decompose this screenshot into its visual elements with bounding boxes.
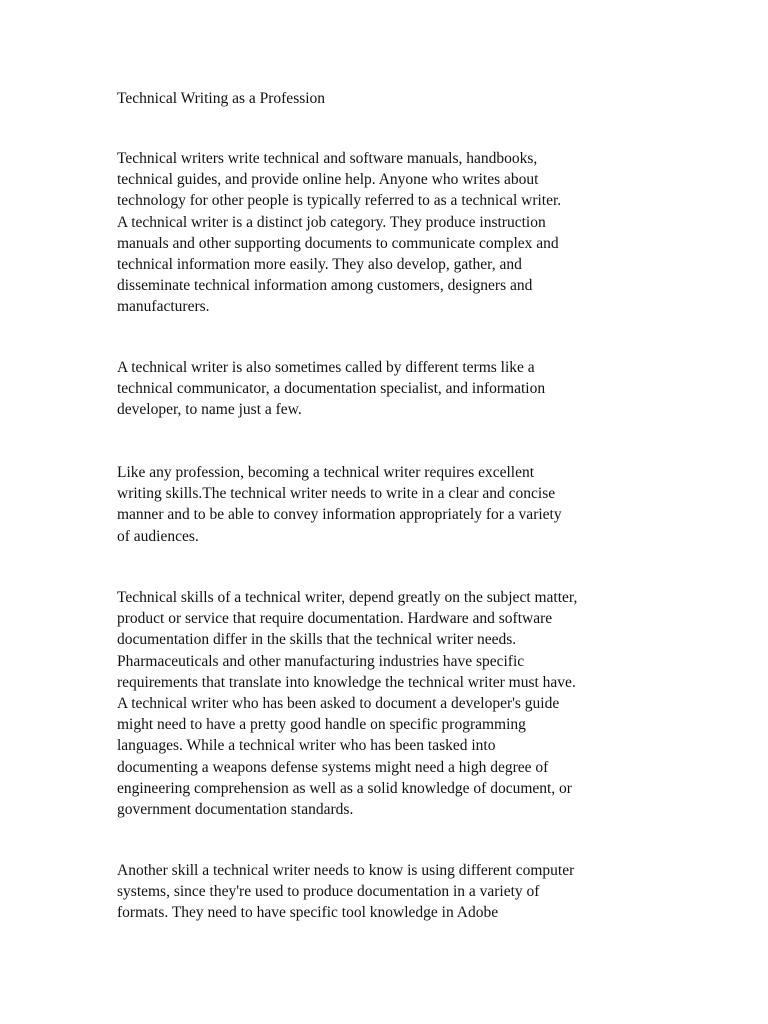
text-line: Technical writers write technical and software manuals, handbooks, (117, 150, 538, 167)
text-line: A technical writer who has been asked to document a developer's guide (117, 695, 560, 713)
text-line: engineering comprehension as well as a solid knowledge of document, or (117, 779, 572, 797)
text-line: disseminate technical information among customers, designers and (117, 277, 533, 295)
document-title: Technical Writing as a Profession (117, 90, 326, 107)
paragraph-3 (117, 462, 562, 547)
text-line: formats. They need to have specific tool knowledge in Adobe (117, 904, 499, 922)
text-line: might need to have a pretty good handle on specific programming (117, 716, 526, 734)
text-line: government documentation standards. (117, 801, 354, 819)
paragraph-2 (117, 357, 545, 421)
text-line: Pharmaceuticals and other manufacturing industries have specific (117, 652, 525, 670)
text-line: Like any profession, becoming a technical writer requires excellent (117, 464, 535, 481)
text-line: manufacturers. (117, 298, 210, 316)
text-line: writing skills.The technical writer needs to write in a clear and concise (117, 485, 556, 503)
text-line: technical guides, and provide online help. Anyone who writes about (117, 171, 539, 189)
paragraph-4 (117, 587, 577, 820)
text-line: documenting a weapons defense systems might need a high degree of (117, 758, 549, 776)
text-line: languages. While a technical writer who has been tasked into (117, 737, 496, 755)
text-line: manner and to be able to convey information appropriately for a variety (117, 506, 562, 524)
text-line: Technical skills of a technical writer, depend greatly on the subject matter, (117, 589, 578, 606)
text-line: documentation differ in the skills that the technical writer needs. (117, 631, 517, 649)
text-line: product or service that require documentation. Hardware and software (117, 610, 553, 628)
text-line: of audiences. (117, 527, 199, 545)
text-line: developer, to name just a few. (117, 401, 302, 419)
paragraph-5 (117, 860, 574, 924)
text-line: requirements that translate into knowledge the technical writer must have. (117, 673, 576, 691)
text-line: technical information more easily. They also develop, gather, and (117, 256, 522, 274)
text-line: A technical writer is also sometimes called by different terms like a (117, 359, 535, 376)
text-line: manuals and other supporting documents to communicate complex and (117, 234, 559, 252)
text-line: technology for other people is typically referred to as a technical writer. (117, 192, 562, 210)
text-line: technical communicator, a documentation specialist, and information (117, 380, 546, 398)
text-line: Another skill a technical writer needs to know is using different computer (117, 862, 575, 879)
paragraph-1 (117, 148, 561, 318)
text-line: systems, since they're used to produce documentation in a variety of (117, 883, 540, 901)
text-line: A technical writer is a distinct job category. They produce instruction (117, 213, 546, 231)
